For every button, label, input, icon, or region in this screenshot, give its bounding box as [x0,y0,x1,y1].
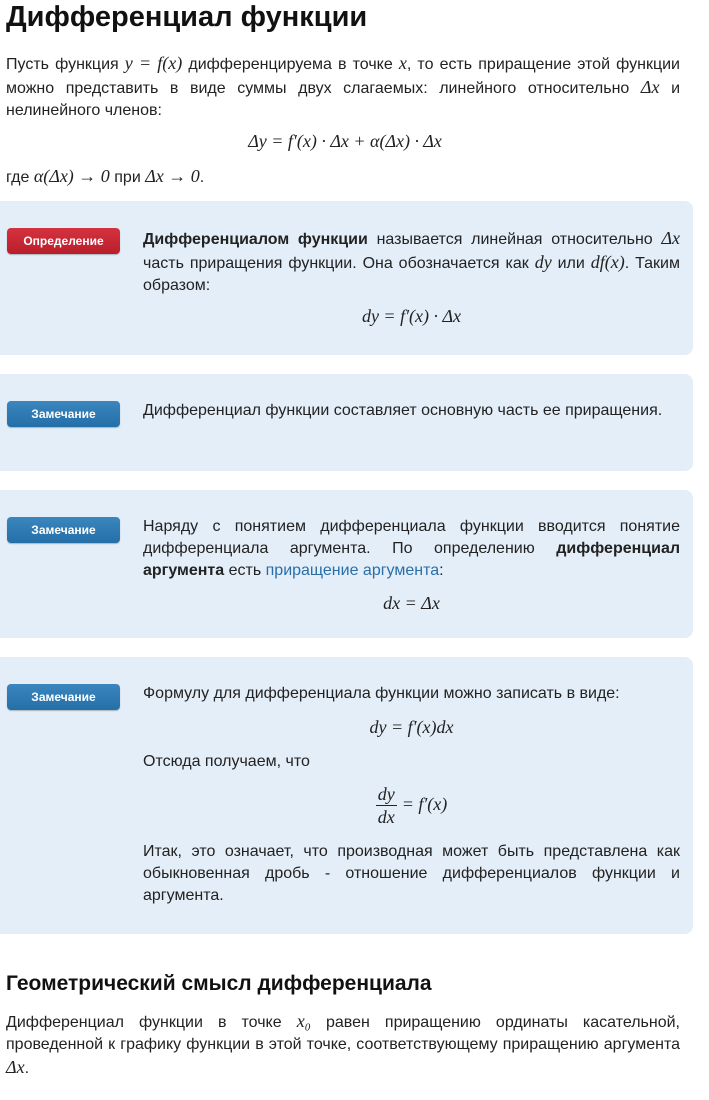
remark-box-1 [0,374,693,471]
remark-box-2 [0,490,693,638]
remark-badge: Замечание [7,517,120,543]
derivative-fraction: $\frac{dy}{dx}$ = f′(x) [377,784,448,827]
remark-text: Итак, это означает, что производная может быть представлена как обыкновенная дробь - отношение дифференциалов функции и аргумента. [143,843,680,904]
remark-text: Формулу для дифференциала функции можно записать в виде: [143,685,620,702]
definition-badge: Определение [7,228,120,254]
definition-text: Дифференциалом функции называется линейная относительно Δx часть приращения функции. Она обозначается как dy или df(x). Таким образом: [143,228,681,294]
increment-formula: Δy = f′(x) · Δx + α(Δx) · Δx [248,131,442,151]
where-line: где α(Δx) → 0 при Δx → 0. [6,166,205,186]
remark-formula: dx = Δx [383,593,440,613]
section-heading: Геометрический смысл дифференциала [6,972,432,995]
math-inline: x [398,53,407,73]
geometry-paragraph: Дифференциал функции в точке x₀ равен приращению ординаты касательной, проведенной к графику функции в этой точке, соответствующему приращению аргумента Δx. [6,1011,680,1077]
remark-text: Наряду с понятием дифференциала функции вводится понятие дифференциала аргумента. По определению дифференциал аргумента есть приращение аргумента: [143,518,681,579]
remark-text: Отсюда получаем, что [143,753,310,770]
differential-formula: dy = f′(x)dx [369,717,454,737]
remark-badge: Замечание [7,684,120,710]
argument-increment-link[interactable]: приращение аргумента [265,562,440,579]
math-inline: Δx [640,77,660,97]
page-title: Дифференциал функции [6,1,368,33]
definition-formula: dy = f′(x) · Δx [361,306,462,326]
intro-paragraph: Пусть функция y = f(x) дифференцируема в точке x, то есть приращение этой функции можно представить в виде суммы двух слагаемых: линейного относительно Δx и нелинейного членов: [6,53,680,119]
remark-badge: Замечание [7,401,120,427]
remark-text: Дифференциал функции составляет основную часть ее приращения. [143,402,663,419]
definition-box [0,201,693,355]
remark-box-3 [0,657,693,934]
math-inline: y = f(x) [124,53,183,73]
